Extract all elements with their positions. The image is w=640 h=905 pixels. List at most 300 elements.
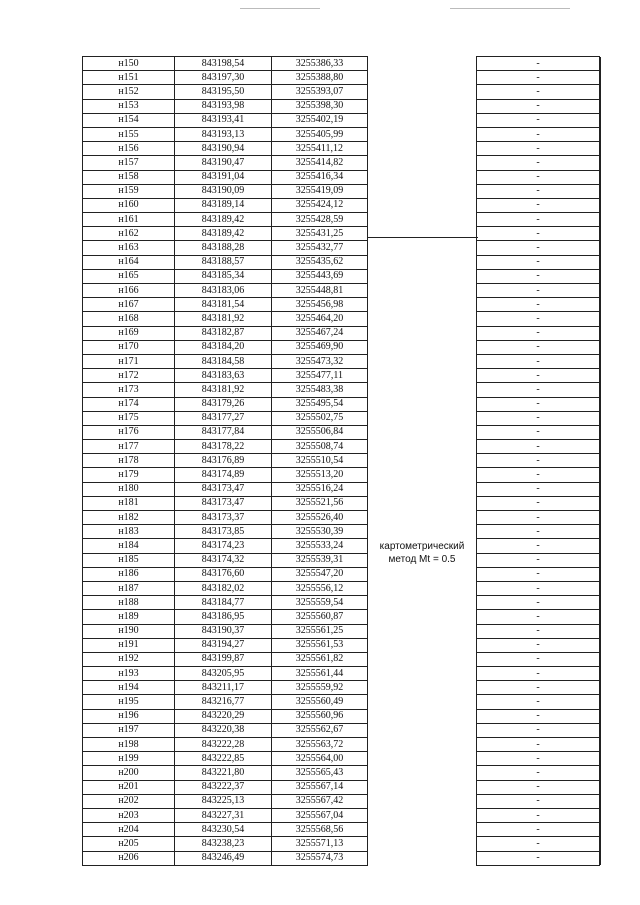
edge-cell [600, 340, 601, 354]
x-coordinate-cell: 843230,54 [175, 823, 272, 837]
method-cell [368, 284, 477, 298]
y-coordinate-cell: 3255432,77 [272, 241, 368, 255]
table-row [83, 539, 601, 553]
error-cell: - [477, 454, 600, 468]
error-cell: - [477, 823, 600, 837]
point-id-cell: н170 [83, 340, 175, 354]
x-coordinate-cell: 843205,95 [175, 667, 272, 681]
method-cell [368, 738, 477, 752]
x-coordinate-cell: 843178,22 [175, 440, 272, 454]
coordinates-table-body [83, 57, 601, 866]
error-cell: - [477, 142, 600, 156]
y-coordinate-cell: 3255561,82 [272, 652, 368, 666]
edge-cell [600, 511, 601, 525]
point-id-cell: н200 [83, 766, 175, 780]
x-coordinate-cell: 843211,17 [175, 681, 272, 695]
y-coordinate-cell: 3255533,24 [272, 539, 368, 553]
x-coordinate-cell: 843184,20 [175, 340, 272, 354]
method-cell [368, 326, 477, 340]
point-id-cell: н196 [83, 709, 175, 723]
y-coordinate-cell: 3255563,72 [272, 738, 368, 752]
edge-cell [600, 213, 601, 227]
table-row [83, 667, 601, 681]
edge-cell [600, 170, 601, 184]
edge-cell [600, 539, 601, 553]
edge-cell [600, 57, 601, 71]
error-cell: - [477, 298, 600, 312]
y-coordinate-cell: 3255560,87 [272, 610, 368, 624]
table-row [83, 312, 601, 326]
x-coordinate-cell: 843238,23 [175, 837, 272, 851]
x-coordinate-cell: 843216,77 [175, 695, 272, 709]
edge-cell [600, 184, 601, 198]
table-row [83, 553, 601, 567]
table-row [83, 213, 601, 227]
edge-cell [600, 312, 601, 326]
point-id-cell: н154 [83, 113, 175, 127]
error-cell: - [477, 709, 600, 723]
method-cell [368, 723, 477, 737]
table-row [83, 468, 601, 482]
y-coordinate-cell: 3255567,42 [272, 794, 368, 808]
error-cell: - [477, 496, 600, 510]
x-coordinate-cell: 843182,02 [175, 581, 272, 595]
point-id-cell: н167 [83, 298, 175, 312]
y-coordinate-cell: 3255574,73 [272, 851, 368, 865]
error-cell: - [477, 397, 600, 411]
point-id-cell: н190 [83, 624, 175, 638]
y-coordinate-cell: 3255516,24 [272, 482, 368, 496]
x-coordinate-cell: 843176,89 [175, 454, 272, 468]
method-note [366, 540, 478, 566]
point-id-cell: н165 [83, 269, 175, 283]
table-row [83, 99, 601, 113]
method-cell [368, 383, 477, 397]
table-row [83, 326, 601, 340]
table-row [83, 823, 601, 837]
point-id-cell: н205 [83, 837, 175, 851]
y-coordinate-cell: 3255477,11 [272, 369, 368, 383]
error-cell: - [477, 794, 600, 808]
edge-cell [600, 837, 601, 851]
table-row [83, 837, 601, 851]
table-row [83, 284, 601, 298]
table-row [83, 369, 601, 383]
edge-cell [600, 198, 601, 212]
x-coordinate-cell: 843174,23 [175, 539, 272, 553]
edge-cell [600, 397, 601, 411]
edge-cell [600, 127, 601, 141]
error-cell: - [477, 667, 600, 681]
error-cell: - [477, 113, 600, 127]
y-coordinate-cell: 3255416,34 [272, 170, 368, 184]
x-coordinate-cell: 843186,95 [175, 610, 272, 624]
method-cell [368, 213, 477, 227]
edge-cell [600, 596, 601, 610]
edge-cell [600, 851, 601, 865]
error-cell: - [477, 99, 600, 113]
y-coordinate-cell: 3255561,53 [272, 638, 368, 652]
point-id-cell: н204 [83, 823, 175, 837]
table-row [83, 113, 601, 127]
method-cell [368, 340, 477, 354]
error-cell: - [477, 780, 600, 794]
error-cell: - [477, 184, 600, 198]
error-cell: - [477, 766, 600, 780]
edge-cell [600, 752, 601, 766]
y-coordinate-cell: 3255567,14 [272, 780, 368, 794]
table-row [83, 57, 601, 71]
table-row [83, 241, 601, 255]
table-row [83, 794, 601, 808]
x-coordinate-cell: 843179,26 [175, 397, 272, 411]
method-cell [368, 142, 477, 156]
table-row [83, 71, 601, 85]
x-coordinate-cell: 843190,37 [175, 624, 272, 638]
method-cell [368, 198, 477, 212]
point-id-cell: н195 [83, 695, 175, 709]
point-id-cell: н179 [83, 468, 175, 482]
error-cell: - [477, 369, 600, 383]
y-coordinate-cell: 3255469,90 [272, 340, 368, 354]
table-row [83, 709, 601, 723]
y-coordinate-cell: 3255526,40 [272, 511, 368, 525]
x-coordinate-cell: 843246,49 [175, 851, 272, 865]
point-id-cell: н156 [83, 142, 175, 156]
method-line-2: метод Mt = 0.5 [388, 554, 456, 565]
edge-cell [600, 709, 601, 723]
table-row [83, 581, 601, 595]
y-coordinate-cell: 3255464,20 [272, 312, 368, 326]
method-cell [368, 184, 477, 198]
y-coordinate-cell: 3255502,75 [272, 411, 368, 425]
method-cell [368, 610, 477, 624]
y-coordinate-cell: 3255419,09 [272, 184, 368, 198]
method-cell [368, 85, 477, 99]
edge-cell [600, 723, 601, 737]
y-coordinate-cell: 3255506,84 [272, 425, 368, 439]
x-coordinate-cell: 843194,27 [175, 638, 272, 652]
x-coordinate-cell: 843181,92 [175, 383, 272, 397]
edge-cell [600, 156, 601, 170]
error-cell: - [477, 71, 600, 85]
x-coordinate-cell: 843191,04 [175, 170, 272, 184]
point-id-cell: н189 [83, 610, 175, 624]
edge-cell [600, 411, 601, 425]
method-cell [368, 482, 477, 496]
x-coordinate-cell: 843222,37 [175, 780, 272, 794]
point-id-cell: н171 [83, 354, 175, 368]
table-row [83, 525, 601, 539]
method-cell [368, 496, 477, 510]
edge-cell [600, 638, 601, 652]
point-id-cell: н186 [83, 567, 175, 581]
point-id-cell: н175 [83, 411, 175, 425]
x-coordinate-cell: 843184,77 [175, 596, 272, 610]
point-id-cell: н153 [83, 99, 175, 113]
y-coordinate-cell: 3255508,74 [272, 440, 368, 454]
x-coordinate-cell: 843193,13 [175, 127, 272, 141]
method-cell [368, 241, 477, 255]
table-row [83, 638, 601, 652]
method-cell [368, 581, 477, 595]
point-id-cell: н161 [83, 213, 175, 227]
edge-cell [600, 354, 601, 368]
table-row [83, 652, 601, 666]
edge-cell [600, 624, 601, 638]
method-cell [368, 411, 477, 425]
x-coordinate-cell: 843190,94 [175, 142, 272, 156]
y-coordinate-cell: 3255402,19 [272, 113, 368, 127]
table-row [83, 780, 601, 794]
error-cell: - [477, 198, 600, 212]
point-id-cell: н174 [83, 397, 175, 411]
point-id-cell: н188 [83, 596, 175, 610]
table-row [83, 610, 601, 624]
x-coordinate-cell: 843199,87 [175, 652, 272, 666]
y-coordinate-cell: 3255414,82 [272, 156, 368, 170]
edge-cell [600, 823, 601, 837]
y-coordinate-cell: 3255562,67 [272, 723, 368, 737]
point-id-cell: н181 [83, 496, 175, 510]
x-coordinate-cell: 843183,63 [175, 369, 272, 383]
point-id-cell: н206 [83, 851, 175, 865]
x-coordinate-cell: 843173,85 [175, 525, 272, 539]
table-row [83, 738, 601, 752]
error-cell: - [477, 127, 600, 141]
edge-cell [600, 298, 601, 312]
method-cell [368, 652, 477, 666]
x-coordinate-cell: 843220,38 [175, 723, 272, 737]
edge-cell [600, 227, 601, 241]
y-coordinate-cell: 3255513,20 [272, 468, 368, 482]
x-coordinate-cell: 843188,28 [175, 241, 272, 255]
method-cell [368, 113, 477, 127]
table-row [83, 397, 601, 411]
method-cell [368, 851, 477, 865]
scan-artifact [450, 8, 570, 9]
y-coordinate-cell: 3255435,62 [272, 255, 368, 269]
table-row [83, 127, 601, 141]
y-coordinate-cell: 3255483,38 [272, 383, 368, 397]
method-cell [368, 709, 477, 723]
y-coordinate-cell: 3255388,80 [272, 71, 368, 85]
method-cell [368, 99, 477, 113]
error-cell: - [477, 525, 600, 539]
method-cell [368, 440, 477, 454]
method-cell [368, 57, 477, 71]
point-id-cell: н194 [83, 681, 175, 695]
method-cell [368, 269, 477, 283]
table-row [83, 808, 601, 822]
x-coordinate-cell: 843174,89 [175, 468, 272, 482]
error-cell: - [477, 326, 600, 340]
x-coordinate-cell: 843225,13 [175, 794, 272, 808]
point-id-cell: н183 [83, 525, 175, 539]
point-id-cell: н184 [83, 539, 175, 553]
x-coordinate-cell: 843197,30 [175, 71, 272, 85]
edge-cell [600, 525, 601, 539]
error-cell: - [477, 284, 600, 298]
method-cell [368, 468, 477, 482]
table-row [83, 255, 601, 269]
method-cell [368, 837, 477, 851]
error-cell: - [477, 652, 600, 666]
error-cell: - [477, 213, 600, 227]
method-cell [368, 511, 477, 525]
error-cell: - [477, 610, 600, 624]
table-row [83, 170, 601, 184]
point-id-cell: н164 [83, 255, 175, 269]
y-coordinate-cell: 3255539,31 [272, 553, 368, 567]
edge-cell [600, 99, 601, 113]
table-row [83, 298, 601, 312]
error-cell: - [477, 255, 600, 269]
x-coordinate-cell: 843181,92 [175, 312, 272, 326]
point-id-cell: н168 [83, 312, 175, 326]
method-cell [368, 681, 477, 695]
point-id-cell: н193 [83, 667, 175, 681]
point-id-cell: н182 [83, 511, 175, 525]
point-id-cell: н166 [83, 284, 175, 298]
y-coordinate-cell: 3255448,81 [272, 284, 368, 298]
y-coordinate-cell: 3255411,12 [272, 142, 368, 156]
x-coordinate-cell: 843177,27 [175, 411, 272, 425]
method-cell [368, 156, 477, 170]
point-id-cell: н197 [83, 723, 175, 737]
error-cell: - [477, 411, 600, 425]
edge-cell [600, 284, 601, 298]
y-coordinate-cell: 3255428,59 [272, 213, 368, 227]
error-cell: - [477, 638, 600, 652]
y-coordinate-cell: 3255495,54 [272, 397, 368, 411]
error-cell: - [477, 425, 600, 439]
point-id-cell: н202 [83, 794, 175, 808]
point-id-cell: н187 [83, 581, 175, 595]
point-id-cell: н177 [83, 440, 175, 454]
y-coordinate-cell: 3255405,99 [272, 127, 368, 141]
table-row [83, 482, 601, 496]
edge-cell [600, 85, 601, 99]
error-cell: - [477, 553, 600, 567]
y-coordinate-cell: 3255424,12 [272, 198, 368, 212]
edge-cell [600, 440, 601, 454]
method-cell [368, 525, 477, 539]
x-coordinate-cell: 843189,14 [175, 198, 272, 212]
edge-cell [600, 425, 601, 439]
y-coordinate-cell: 3255564,00 [272, 752, 368, 766]
edge-cell [600, 113, 601, 127]
point-id-cell: н185 [83, 553, 175, 567]
method-cell [368, 255, 477, 269]
error-cell: - [477, 354, 600, 368]
table-row [83, 142, 601, 156]
error-cell: - [477, 596, 600, 610]
point-id-cell: н158 [83, 170, 175, 184]
table-row [83, 227, 601, 241]
error-cell: - [477, 227, 600, 241]
error-cell: - [477, 468, 600, 482]
method-cell [368, 808, 477, 822]
point-id-cell: н172 [83, 369, 175, 383]
y-coordinate-cell: 3255567,04 [272, 808, 368, 822]
y-coordinate-cell: 3255571,13 [272, 837, 368, 851]
method-cell [368, 638, 477, 652]
y-coordinate-cell: 3255456,98 [272, 298, 368, 312]
x-coordinate-cell: 843222,28 [175, 738, 272, 752]
x-coordinate-cell: 843195,50 [175, 85, 272, 99]
y-coordinate-cell: 3255386,33 [272, 57, 368, 71]
edge-cell [600, 766, 601, 780]
point-id-cell: н203 [83, 808, 175, 822]
error-cell: - [477, 241, 600, 255]
method-cell [368, 624, 477, 638]
method-cell [368, 298, 477, 312]
y-coordinate-cell: 3255431,25 [272, 227, 368, 241]
error-cell: - [477, 539, 600, 553]
error-cell: - [477, 624, 600, 638]
edge-cell [600, 808, 601, 822]
error-cell: - [477, 482, 600, 496]
error-cell: - [477, 837, 600, 851]
edge-cell [600, 142, 601, 156]
table-row [83, 596, 601, 610]
y-coordinate-cell: 3255561,25 [272, 624, 368, 638]
x-coordinate-cell: 843173,37 [175, 511, 272, 525]
edge-cell [600, 681, 601, 695]
table-row [83, 851, 601, 865]
error-cell: - [477, 695, 600, 709]
point-id-cell: н155 [83, 127, 175, 141]
table-row [83, 269, 601, 283]
y-coordinate-cell: 3255510,54 [272, 454, 368, 468]
table-row [83, 411, 601, 425]
edge-cell [600, 738, 601, 752]
point-id-cell: н178 [83, 454, 175, 468]
x-coordinate-cell: 843176,60 [175, 567, 272, 581]
method-line-1: картометрический [379, 541, 465, 552]
edge-cell [600, 667, 601, 681]
error-cell: - [477, 312, 600, 326]
table-row [83, 198, 601, 212]
edge-cell [600, 241, 601, 255]
edge-cell [600, 454, 601, 468]
edge-cell [600, 652, 601, 666]
table-row [83, 681, 601, 695]
x-coordinate-cell: 843185,34 [175, 269, 272, 283]
y-coordinate-cell: 3255443,69 [272, 269, 368, 283]
method-cell [368, 695, 477, 709]
error-cell: - [477, 681, 600, 695]
coordinates-table [82, 56, 601, 866]
point-id-cell: н169 [83, 326, 175, 340]
x-coordinate-cell: 843184,58 [175, 354, 272, 368]
error-cell: - [477, 383, 600, 397]
table-row [83, 85, 601, 99]
y-coordinate-cell: 3255530,39 [272, 525, 368, 539]
x-coordinate-cell: 843190,47 [175, 156, 272, 170]
scan-artifact [240, 8, 320, 9]
error-cell: - [477, 567, 600, 581]
error-cell: - [477, 156, 600, 170]
x-coordinate-cell: 843189,42 [175, 213, 272, 227]
point-id-cell: н173 [83, 383, 175, 397]
method-cell [368, 354, 477, 368]
table-row [83, 624, 601, 638]
point-id-cell: н160 [83, 198, 175, 212]
point-id-cell: н191 [83, 638, 175, 652]
y-coordinate-cell: 3255559,92 [272, 681, 368, 695]
